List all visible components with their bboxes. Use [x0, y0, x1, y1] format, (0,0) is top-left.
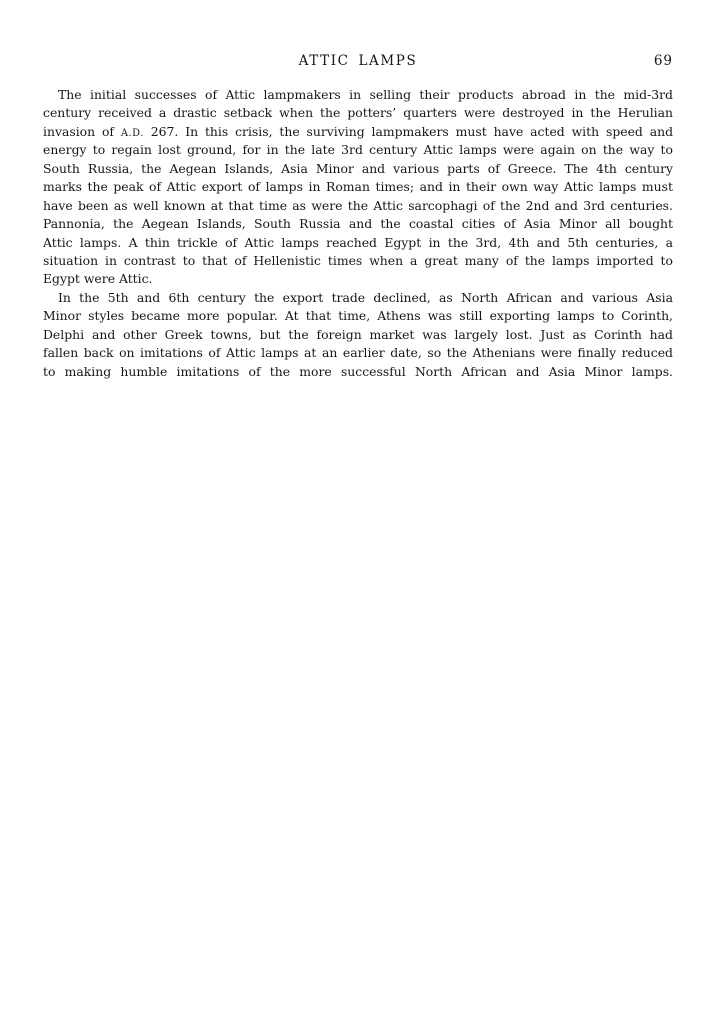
text-line: Minor styles became more popular. At that time, Athens was still exporting lamps to Corinth,	[43, 308, 673, 324]
text-line: marks the peak of Attic export of lamps in Roman times; and in their own way Attic lamps must	[43, 179, 673, 195]
paragraph	[43, 86, 673, 289]
page-number: 69	[653, 53, 673, 69]
text-line: have been as well known at that time as were the Attic sarcophagi of the 2nd and 3rd centuries.	[43, 197, 673, 213]
text-line: to making humble imitations of the more successful North African and Asia Minor lamps.	[43, 363, 673, 379]
text-line: energy to regain lost ground, for in the late 3rd century Attic lamps were again on the way to	[43, 142, 673, 158]
page-header	[43, 53, 673, 73]
text-line: Egypt were Attic.	[43, 271, 153, 287]
text-line: century received a drastic setback when the potters’ quarters were destroyed in the Herulian	[43, 105, 673, 121]
text-line: Delphi and other Greek towns, but the foreign market was largely lost. Just as Corinth had	[43, 326, 673, 342]
text-line: invasion of A.D. 267. In this crisis, the surviving lampmakers must have acted with speed and	[43, 123, 673, 139]
paragraph	[43, 289, 673, 381]
text-line: situation in contrast to that of Hellenistic times when a great many of the lamps imported to	[43, 252, 673, 268]
text-line: The initial successes of Attic lampmakers in selling their products abroad in the mid-3rd	[58, 87, 673, 102]
text-line: fallen back on imitations of Attic lamps at an earlier date, so the Athenians were finally reduced	[43, 345, 673, 361]
text-line: In the 5th and 6th century the export trade declined, as North African and various Asia	[58, 289, 673, 305]
text-line: South Russia, the Aegean Islands, Asia Minor and various parts of Greece. The 4th century	[43, 160, 673, 176]
text-line: Attic lamps. A thin trickle of Attic lamps reached Egypt in the 3rd, 4th and 5th centuries, a	[43, 234, 673, 250]
text-line: Pannonia, the Aegean Islands, South Russia and the coastal cities of Asia Minor all bought	[43, 216, 673, 232]
page-body	[43, 86, 673, 381]
page-title: ATTIC LAMPS	[298, 53, 418, 69]
small-caps-ad: A.D.	[120, 127, 144, 139]
